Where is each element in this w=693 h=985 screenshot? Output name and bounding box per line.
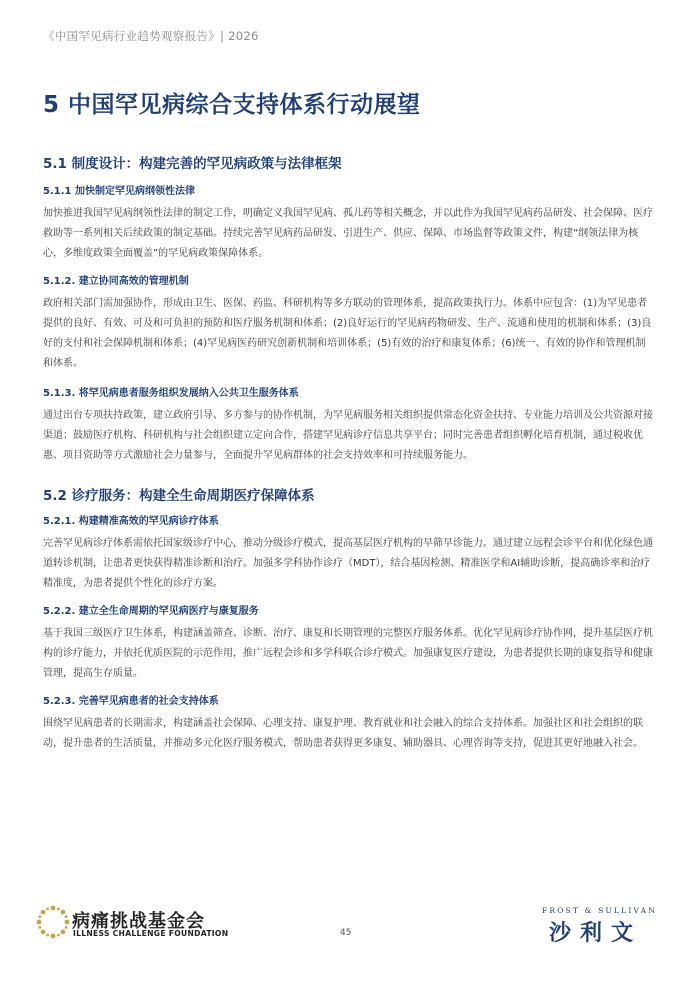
section-5-2-3-text: 围绕罕见病患者的长期需求，构建涵盖社会保障、心理支持、康复护理、教育就业和社会融入的综合支持体系。加强社区和社会组织的联动，提升患者的生活质量，并推动多元化医疗服务模式，帮助患者获得更多康复、辅助器具、心理咨询等支持，促进其更好地融入社会。 — [43, 718, 643, 749]
foundation-name-cn: 病痛挑战基金会 — [72, 911, 205, 932]
section-5-2-1-text: 完善罕见病诊疗体系需依托国家级诊疗中心，推动分级诊疗模式，提高基层医疗机构的早筛早诊能力。通过建立远程会诊平台和优化绿色通道转诊机制，让患者更快获得精准诊断和治疗。加强多学科协作诊疗（MDT），结合基因检测、精准医学和AI辅助诊断，提高确诊率和治疗精准度，为患者提供个性化的诊疗方案。 — [43, 538, 653, 589]
section-5-1-1-title: 5.1.1 加快制定罕见病纲领性法律 — [43, 186, 195, 197]
section-5-1-1-text: 加快推进我国罕见病纲领性法律的制定工作，明确定义我国罕见病、孤儿药等相关概念，并以此作为我国罕见病药品研发、社会保障、医疗救助等一系列相关后续政策的制定基础。持续完善罕见病药品研发、引进生产、供应、保障、市场监督等政策文件，构建“纲领法律为核心，多维度政策全面覆盖”的罕见病政策保障体系。 — [43, 208, 653, 259]
chapter-title: 5 中国罕见病综合支持体系行动展望 — [43, 92, 421, 118]
section-5-1-3-title: 5.1.3. 将罕见病患者服务组织发展纳入公共卫生服务体系 — [43, 388, 299, 399]
section-5-2-3-title: 5.2.3. 完善罕见病患者的社会支持体系 — [43, 696, 219, 707]
section-5-2-2-title: 5.2.2. 建立全生命周期的罕见病医疗与康复服务 — [43, 606, 259, 617]
foundation-name-en: ILLNESS CHALLENGE FOUNDATION — [73, 929, 229, 938]
foundation-ring-icon — [36, 905, 70, 939]
section-5-2-2-text: 基于我国三级医疗卫生体系，构建涵盖筛查、诊断、治疗、康复和长期管理的完整医疗服务体系。优化罕见病诊疗协作网，提升基层医疗机构的诊疗能力，并依托优质医院的示范作用，推广远程会诊和多学科联合诊疗模式。加强康复医疗建设，为患者提供长期的康复指导和健康管理，提高生存质量。 — [43, 628, 653, 679]
section-5-1-2-title: 5.1.2. 建立协同高效的管理机制 — [43, 276, 189, 287]
frost-sullivan-name-cn: 沙利文 — [549, 921, 643, 946]
section-5-2-1-title: 5.2.1. 构建精准高效的罕见病诊疗体系 — [43, 516, 219, 527]
section-5-1-3-text: 通过出台专项扶持政策，建立政府引导、多方参与的协作机制，为罕见病服务相关组织提供常态化资金扶持、专业能力培训及公共资源对接渠道；鼓励医疗机构、科研机构与社会组织建立定向合作，搭建罕见病诊疗信息共享平台；同时完善患者组织孵化培育机制，通过税收优惠、项目资助等方式激励社会力量参与，全面提升罕见病群体的社会支持效率和可持续服务能力。 — [43, 410, 653, 461]
frost-sullivan-logo — [537, 906, 657, 946]
section-5-1-2-text: 政府相关部门需加强协作，形成由卫生、医保、药监、科研机构等多方联动的管理体系，提高政策执行力。体系中应包含：(1)为罕见患者提供的良好、有效、可及和可负担的预防和医疗服务机制和体系；(2)良好运行的罕见病药物研发、生产、流通和使用的机制和体系；(3)良好的支付和社会保障机制和体系；(4)罕见病医药研究创新机制和培训体系；(5)有效的治疗和康复体系；(6)统一、有效的协作和管理机制和体系。 — [43, 298, 652, 369]
page-number: 45 — [340, 928, 352, 938]
section-5-2-title: 5.2 诊疗服务：构建全生命周期医疗保障体系 — [43, 488, 315, 504]
frost-sullivan-name-en: FROST & SULLIVAN — [541, 906, 657, 915]
illness-challenge-foundation-logo — [36, 905, 236, 945]
report-header: 《中国罕见病行业趋势观察报告》| 2026 — [43, 29, 259, 43]
section-5-1-title: 5.1 制度设计：构建完善的罕见病政策与法律框架 — [43, 156, 342, 172]
